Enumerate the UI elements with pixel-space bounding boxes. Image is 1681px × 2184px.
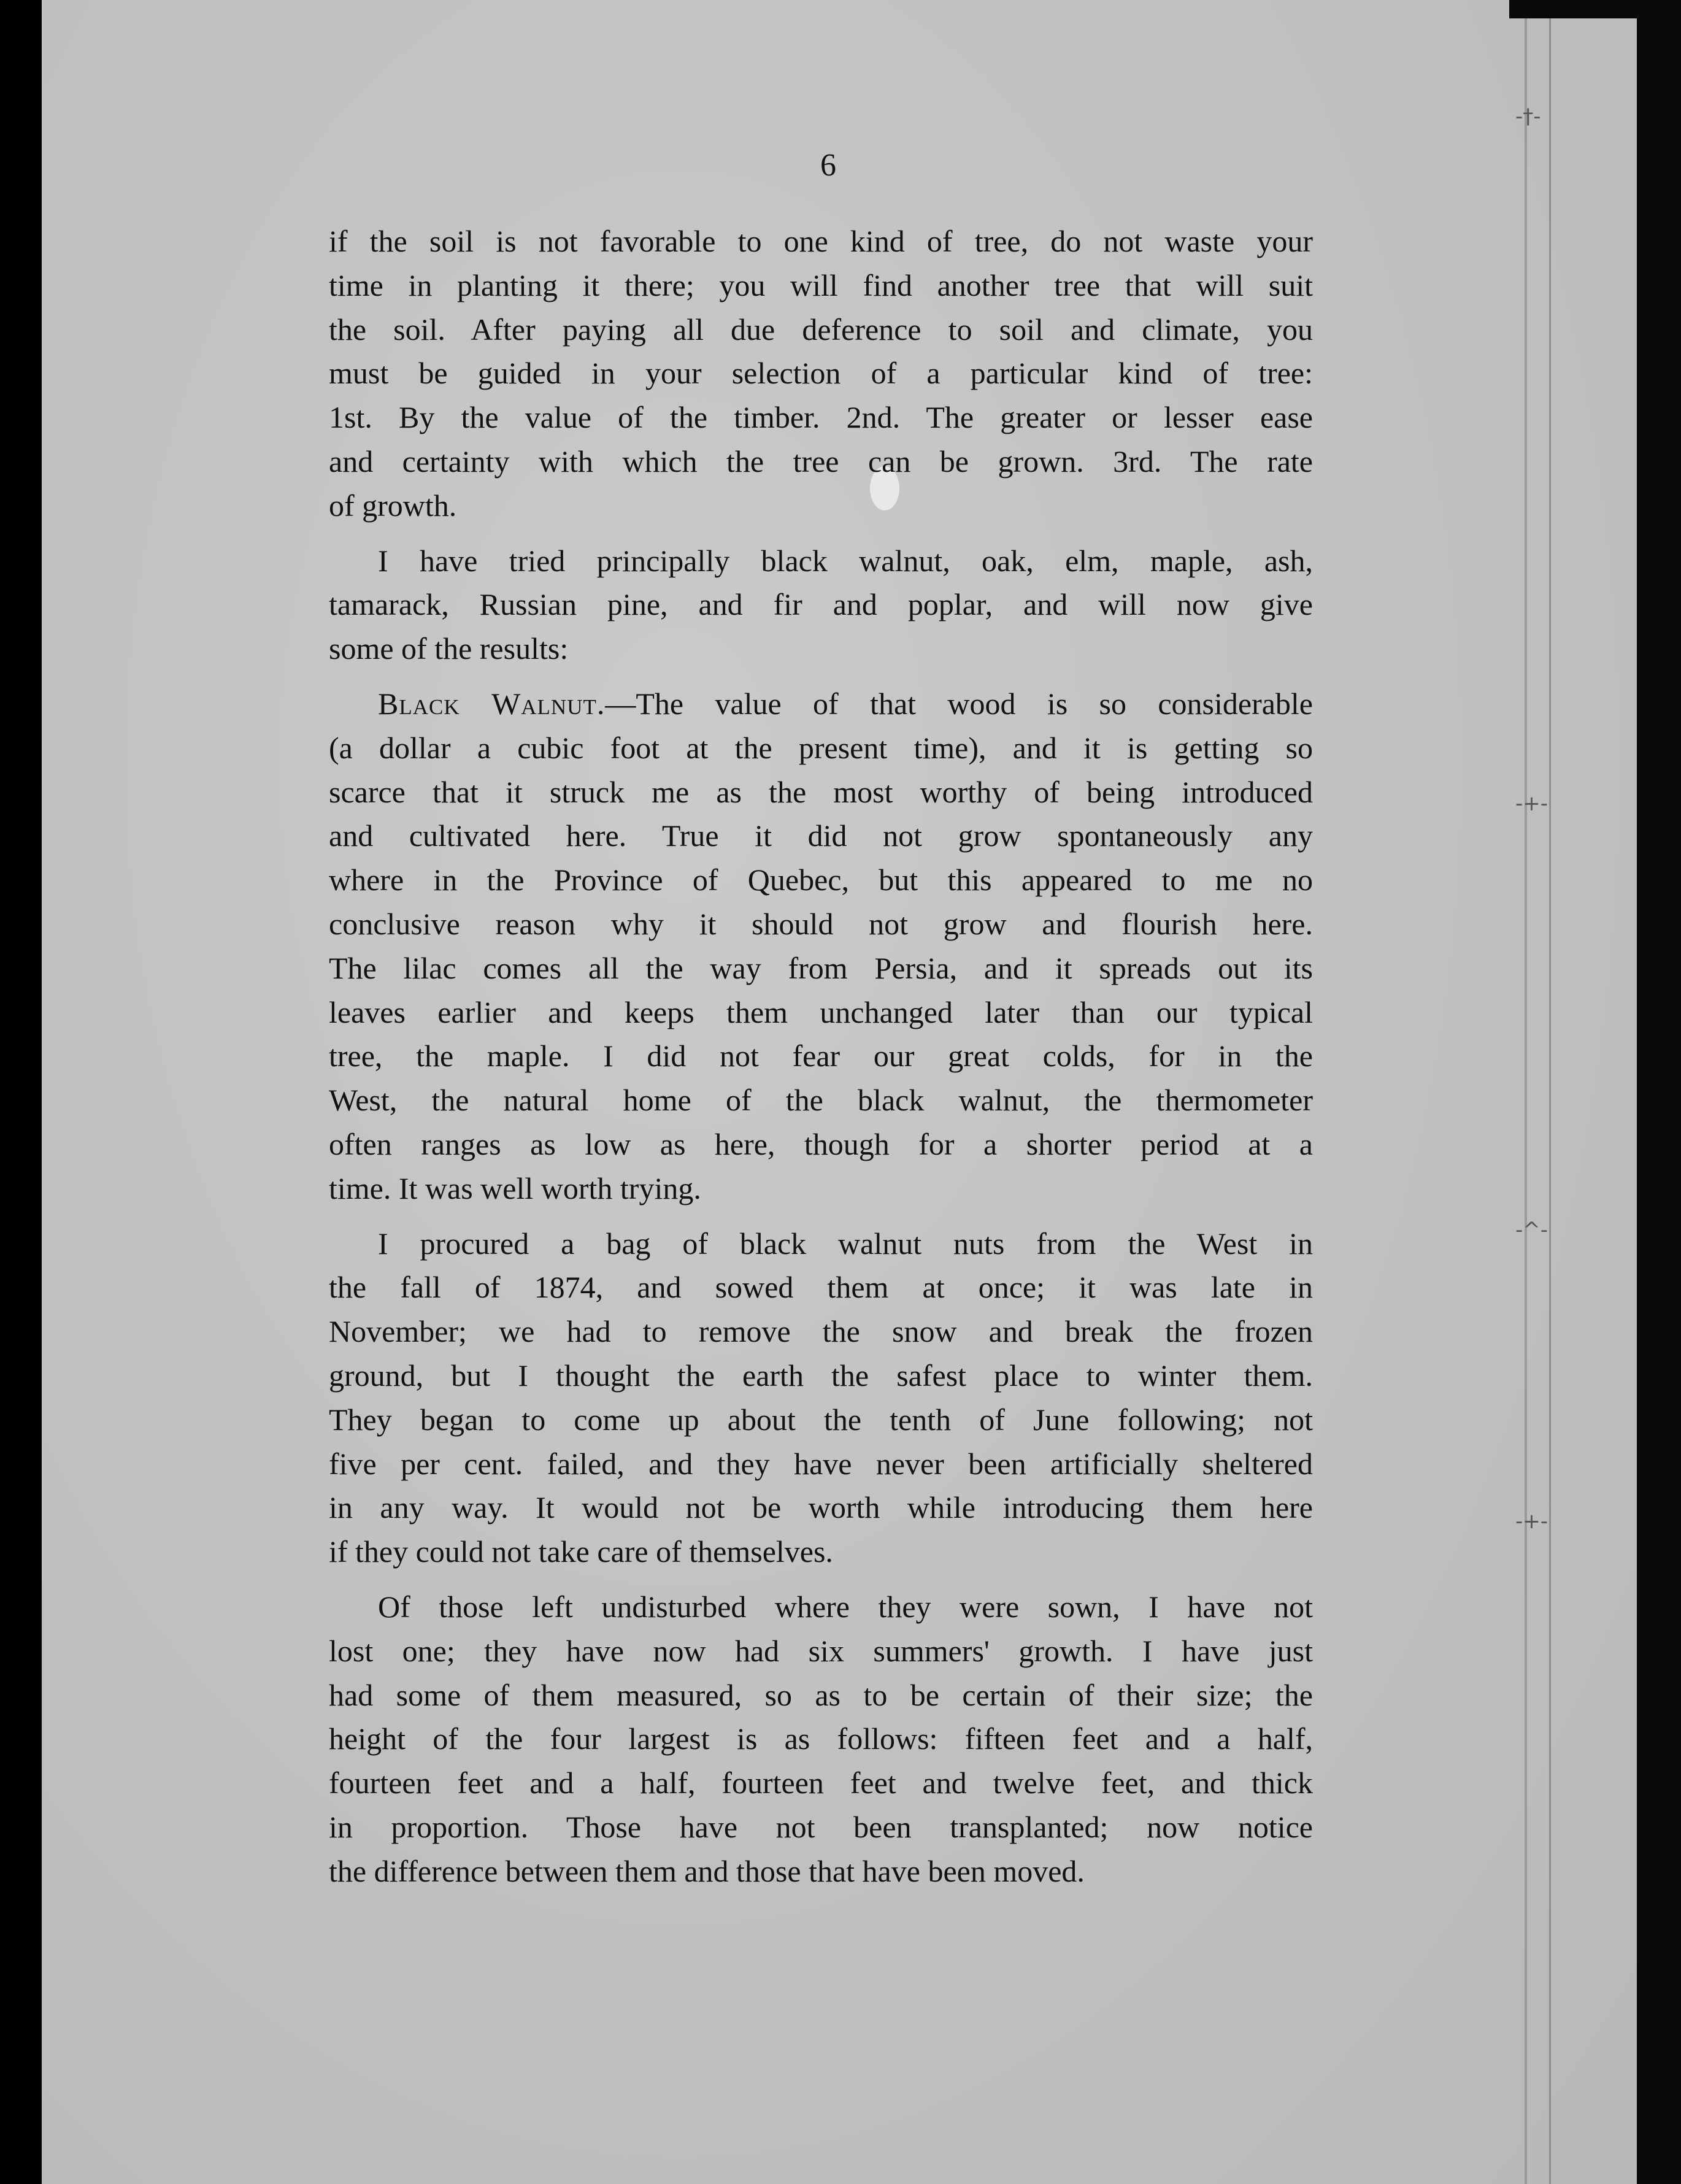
page-number: 6 [820,148,836,183]
text-line: and certainty with which the tree can be grown. 3rd. The rate [329,444,1313,479]
text-line: five per cent. failed, and they have never been artificially sheltered [329,1446,1313,1481]
text-line: if they could not take care of themselves. [329,1534,833,1569]
text-line: conclusive reason why it should not grow and flourish here. [329,906,1313,941]
text-line: of growth. [329,488,457,523]
binding-mark: -^- [1515,1218,1548,1242]
text-line: had some of them measured, so as to be certain of their size; the [329,1677,1313,1712]
text-line: where in the Province of Quebec, but this appeared to me no [329,863,1313,898]
text-line: Of those left undisturbed where they were sown, I have not [378,1589,1313,1624]
binding-mark: -†- [1515,104,1541,129]
binding-mark: -+- [1515,791,1548,816]
section-heading: Black Walnut. [378,686,606,721]
text-line: time in planting it there; you will find another tree that will suit [329,267,1313,302]
text-line: The lilac comes all the way from Persia, and it spreads out its [329,950,1313,985]
binding-mark: -+- [1515,1509,1548,1534]
text-line: fourteen feet and a half, fourteen feet and twelve feet, and thick [329,1766,1313,1801]
text-line: leaves earlier and keeps them unchanged later than our typical [329,994,1313,1029]
text-line: often ranges as low as here, though for a shorter period at a [329,1126,1313,1161]
text-line: the fall of 1874, and sowed them at once; it was late in [329,1270,1313,1305]
paragraph [329,539,1313,671]
paragraph [329,682,1313,1211]
text-line: I have tried principally black walnut, oak, elm, maple, ash, [378,543,1313,578]
scan-border [1637,0,1681,2184]
paragraph [329,1222,1313,1574]
text-line: 1st. By the value of the timber. 2nd. The greater or lesser ease [329,400,1313,435]
text-line: must be guided in your selection of a particular kind of tree: [329,356,1313,391]
text-line: in any way. It would not be worth while introducing them here [329,1490,1313,1525]
text-line: time. It was well worth trying. [329,1171,701,1205]
page-edge [1549,0,1551,2184]
text-line: tamarack, Russian pine, and fir and poplar, and will now give [329,587,1313,622]
text-run: —The value of that wood is so considerable [605,686,1313,721]
text-line: tree, the maple. I did not fear our great colds, for in the [329,1039,1313,1074]
text-line: They began to come up about the tenth of June following; not [329,1402,1313,1437]
text-line: ground, but I thought the earth the safest place to winter them. [329,1358,1313,1393]
page-edge [1525,0,1527,2184]
text-line: I procured a bag of black walnut nuts from the West in [378,1226,1313,1261]
body-text [329,220,1313,1893]
text-line: West, the natural home of the black walnut, the thermometer [329,1083,1313,1118]
text-line: height of the four largest is as follows: fifteen feet and a half, [329,1721,1313,1756]
paragraph [329,1585,1313,1894]
text-line: in proportion. Those have not been transplanted; now notice [329,1809,1313,1844]
text-line: some of the results: [329,631,569,666]
text-line: if the soil is not favorable to one kind of tree, do not waste your [329,224,1313,258]
text-line: lost one; they have now had six summers' growth. I have just [329,1633,1313,1668]
text-line: and cultivated here. True it did not grow spontaneously any [329,818,1313,853]
paragraph [329,220,1313,528]
text-line: the difference between them and those that have been moved. [329,1853,1085,1888]
text-line: scarce that it struck me as the most worthy of being introduced [329,774,1313,809]
text-line: the soil. After paying all due deference to soil and climate, you [329,312,1313,347]
text-line: (a dollar a cubic foot at the present time), and it is getting so [329,730,1313,765]
text-line: November; we had to remove the snow and break the frozen [329,1314,1313,1349]
scan-border [1509,0,1681,18]
text-line [329,682,1313,726]
